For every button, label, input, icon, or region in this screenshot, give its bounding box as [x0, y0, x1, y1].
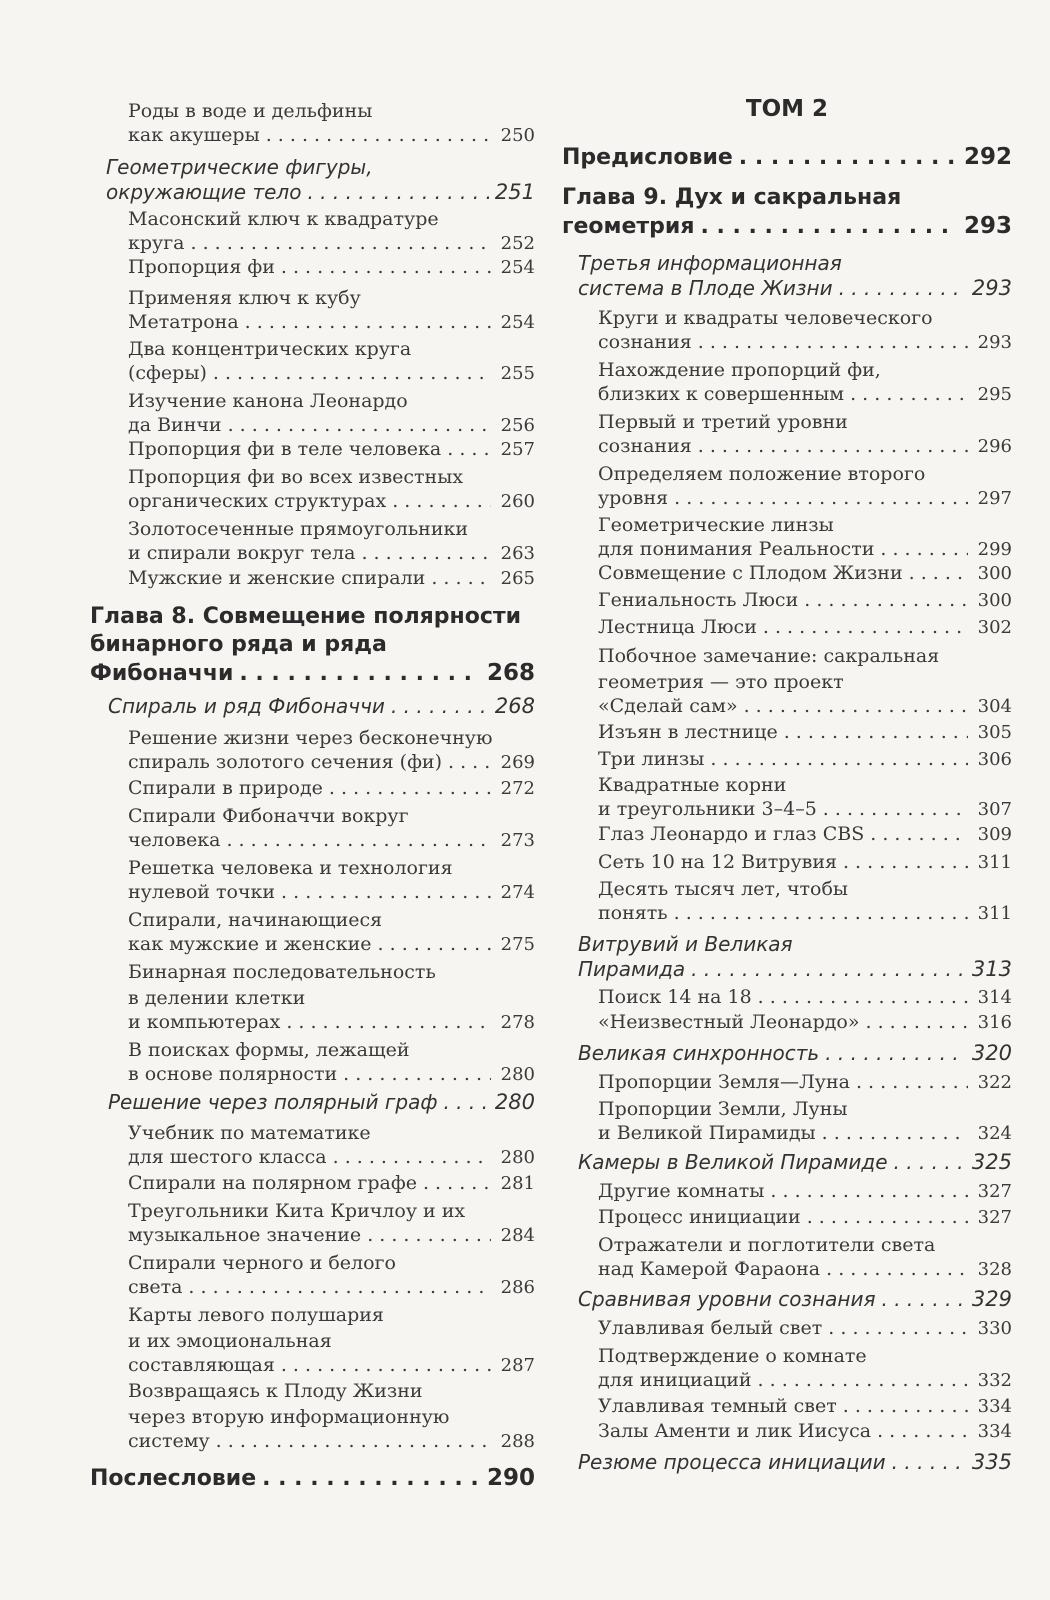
toc-entry-title-line: Решение через полярный граф	[108, 1090, 438, 1114]
page-number: 272	[500, 778, 535, 799]
dot-leader	[892, 1450, 966, 1474]
toc-entry-title-line: Глава 9. Дух и сакральная	[562, 185, 902, 210]
dot-leader	[216, 1430, 491, 1452]
toc-entry-title-line: Применяя ключ к кубу	[128, 287, 361, 309]
page-number: 309	[977, 824, 1012, 845]
toc-entry-title-line: для инициаций	[598, 1369, 752, 1391]
toc-entry[interactable]	[598, 876, 1012, 924]
toc-entry-title-line: Камеры в Великой Пирамиде	[578, 1150, 888, 1174]
toc-entry-title-line: Геометрические фигуры,	[106, 155, 373, 179]
toc-entry[interactable]	[578, 1041, 1012, 1065]
toc-entry-title-line: человека	[128, 829, 221, 851]
page-number: 328	[977, 1259, 1012, 1280]
dot-leader	[423, 1172, 491, 1194]
toc-entry-title-line: В поисках формы, лежащей	[128, 1039, 410, 1061]
toc-entry-title-line: (сферы)	[128, 362, 207, 384]
toc-entry[interactable]	[598, 772, 1012, 820]
page-number: 311	[977, 852, 1012, 873]
toc-entry-title-line: органических структурах	[128, 490, 387, 512]
dot-leader	[870, 823, 968, 845]
toc-entry-title-line: Два концентрических круга	[128, 338, 412, 360]
page-number: 329	[971, 1287, 1012, 1311]
toc-entry[interactable]	[128, 907, 535, 955]
toc-entry-title-line: Возвращаясь к Плоду Жизни	[128, 1380, 423, 1402]
toc-entry-title-line: в основе полярности	[128, 1063, 338, 1085]
toc-entry-title-line: Залы Аменти и лик Иисуса	[598, 1420, 872, 1442]
toc-entry[interactable]	[598, 1180, 1012, 1202]
page-number: 280	[500, 1064, 535, 1085]
toc-entry-title-line: бинарного ряда и ряда	[90, 632, 387, 657]
page-number: 273	[500, 830, 535, 851]
toc-entry[interactable]	[598, 1096, 1012, 1144]
page-number: 327	[977, 1181, 1012, 1202]
toc-entry[interactable]	[598, 721, 1012, 743]
toc-entry-title-line: Отражатели и поглотители света	[598, 1234, 936, 1256]
dot-leader	[856, 1071, 968, 1093]
toc-entry[interactable]	[578, 1287, 1012, 1311]
toc-entry-title-line: Первый и третий уровни	[598, 411, 848, 433]
toc-entry[interactable]	[598, 1343, 1012, 1391]
page-number: 256	[500, 415, 535, 436]
toc-entry[interactable]	[598, 1011, 1012, 1033]
dot-leader	[447, 438, 491, 460]
page-number: 300	[977, 590, 1012, 611]
page-number: 274	[500, 882, 535, 903]
toc-entry-title-line: уровня	[598, 487, 669, 509]
toc-entry[interactable]	[90, 1464, 535, 1492]
dot-leader	[744, 695, 968, 717]
toc-entry[interactable]	[598, 748, 1012, 770]
toc-entry-title-line: Геометрические линзы	[598, 514, 834, 536]
page-number: 287	[500, 1355, 535, 1376]
toc-entry-title-line: нулевой точки	[128, 881, 276, 903]
toc-entry-title-line: Решение жизни через бесконечную	[128, 727, 493, 749]
toc-entry-title-line: Учебник по математике	[128, 1122, 371, 1144]
toc-entry-title-line: Метатрона	[128, 311, 239, 333]
dot-leader	[431, 567, 491, 589]
toc-entry[interactable]	[128, 803, 535, 851]
page-number: 314	[977, 987, 1012, 1008]
page-number: 275	[500, 934, 535, 955]
toc-entry-title-line: Изучение канона Леонардо	[128, 390, 408, 412]
toc-entry[interactable]	[128, 256, 535, 278]
page-number: 316	[977, 1012, 1012, 1033]
toc-entry-title-line: Золотосеченные прямоугольники	[128, 518, 469, 540]
toc-entry-title-line: Процесс инициации	[598, 1206, 801, 1228]
toc-entry[interactable]	[108, 1090, 535, 1114]
toc-entry-title-line: Сравнивая уровни сознания	[578, 1287, 876, 1311]
toc-entry-title-line: Фибоначчи	[90, 661, 234, 686]
toc-entry-title-line: Треугольники Кита Кричлоу и их	[128, 1200, 466, 1222]
toc-entry-title-line: Определяем положение второго	[598, 463, 926, 485]
dot-leader	[909, 562, 968, 584]
toc-entry[interactable]	[562, 143, 1012, 171]
page-number: 254	[500, 257, 535, 278]
dot-leader	[188, 1276, 491, 1298]
toc-entry[interactable]	[598, 823, 1012, 845]
dot-leader	[770, 1180, 968, 1202]
page-number: 280	[494, 1090, 535, 1114]
toc-entry-title-line: Совмещение с Плодом Жизни	[598, 562, 903, 584]
toc-entry-title-line: и спирали вокруг тела	[128, 542, 356, 564]
toc-entry[interactable]	[598, 1206, 1012, 1228]
toc-entry-title-line: «Сделай сам»	[598, 695, 738, 717]
dot-leader	[674, 487, 968, 509]
dot-leader	[839, 276, 966, 300]
toc-entry-title-line: Спирали на полярном графе	[128, 1172, 417, 1194]
toc-entry-title-line: близких к совершенным	[598, 383, 845, 405]
page-number: 269	[500, 752, 535, 773]
toc-entry[interactable]	[128, 567, 535, 589]
dot-leader	[266, 124, 491, 146]
dot-leader	[877, 1420, 968, 1442]
dot-leader	[245, 311, 491, 333]
page-number: 254	[500, 312, 535, 333]
toc-entry-title-line: над Камерой Фараона	[598, 1258, 821, 1280]
toc-entry-title-line: Бинарная последовательность	[128, 961, 436, 983]
toc-entry-title-line: Пропорция фи во всех известных	[128, 466, 464, 488]
toc-entry-title-line: через вторую информационную	[128, 1406, 450, 1428]
toc-entry[interactable]	[128, 464, 535, 512]
toc-entry-title-line: Улавливая темный свет	[598, 1395, 837, 1417]
page-number: 268	[486, 660, 535, 686]
toc-entry-title-line: Витрувий и Великая	[578, 932, 793, 956]
dot-leader	[286, 1011, 491, 1033]
page-number: 311	[977, 903, 1012, 924]
toc-entry-title-line: окружающие тело	[106, 180, 302, 204]
dot-leader	[329, 777, 491, 799]
toc-entry[interactable]	[128, 959, 535, 1033]
toc-entry[interactable]	[578, 1450, 1012, 1474]
page-number: 296	[977, 436, 1012, 457]
toc-entry[interactable]	[128, 516, 535, 564]
toc-entry-title-line: сознания	[598, 435, 692, 457]
toc-entry-title-line: Мужские и женские спирали	[128, 567, 426, 589]
toc-entry-title-line: Карты левого полушария	[128, 1304, 384, 1326]
dot-leader	[710, 748, 968, 770]
toc-entry-title-line: Поиск 14 на 18	[598, 986, 752, 1008]
toc-entry-title-line: Другие комнаты	[598, 1180, 765, 1202]
toc-entry-title-line: Послесловие	[90, 1466, 257, 1491]
toc-entry-title-line: Глаз Леонардо и глаз CBS	[598, 823, 865, 845]
toc-entry-title-line: Пропорция фи	[128, 256, 275, 278]
toc-entry[interactable]	[598, 1420, 1012, 1442]
toc-entry[interactable]	[128, 1302, 535, 1376]
dot-leader	[228, 414, 491, 436]
toc-entry[interactable]	[90, 603, 535, 687]
dot-leader	[239, 660, 481, 688]
dot-leader	[226, 829, 491, 851]
dot-leader	[823, 798, 968, 820]
dot-leader	[367, 1224, 491, 1246]
dot-leader	[262, 1465, 481, 1493]
dot-leader	[850, 383, 968, 405]
page-number: 280	[500, 1147, 535, 1168]
dot-leader	[882, 1287, 966, 1311]
toc-entry-title-line: Гениальность Люси	[598, 589, 799, 611]
toc-entry[interactable]	[598, 986, 1012, 1008]
page-number: 307	[977, 799, 1012, 820]
dot-leader	[700, 213, 958, 241]
dot-leader	[843, 851, 968, 873]
dot-leader	[698, 435, 968, 457]
toc-entry-title-line: Спирали, начинающиеся	[128, 909, 383, 931]
toc-entry[interactable]	[598, 305, 1012, 353]
dot-leader	[392, 490, 491, 512]
dot-leader	[804, 589, 968, 611]
toc-entry[interactable]	[128, 98, 535, 146]
dot-leader	[828, 1317, 968, 1339]
toc-entry-title-line: Нахождение пропорций фи,	[598, 359, 881, 381]
volume-title: ТОМ 2	[745, 96, 829, 122]
toc-entry-title-line: в делении клетки	[128, 987, 306, 1009]
toc-entry-title-line: спираль золотого сечения (фи)	[128, 751, 443, 773]
page-number: 295	[977, 384, 1012, 405]
toc-entry-title-line: для шестого класса	[128, 1146, 327, 1168]
dot-leader	[866, 1011, 968, 1033]
page-number: 251	[494, 180, 535, 204]
dot-leader	[758, 986, 968, 1008]
dot-leader	[894, 1150, 966, 1174]
page-number: 334	[977, 1421, 1012, 1442]
dot-leader	[281, 256, 491, 278]
toc-entry-title-line: Подтверждение о комнате	[598, 1345, 867, 1367]
page-number: 335	[971, 1450, 1012, 1474]
toc-entry-title-line: и треугольники 3–4–5	[598, 798, 817, 820]
dot-leader	[825, 1041, 966, 1065]
page-number: 286	[500, 1277, 535, 1298]
page-number: 332	[977, 1370, 1012, 1391]
page-number: 297	[977, 488, 1012, 509]
dot-leader	[739, 144, 958, 172]
dot-leader	[307, 180, 488, 204]
page-number: 320	[971, 1041, 1012, 1065]
toc-entry[interactable]	[598, 512, 1012, 560]
page-number: 265	[500, 568, 535, 589]
toc-entry-title-line: Пропорции Земля—Луна	[598, 1071, 850, 1093]
page-number: 306	[977, 749, 1012, 770]
toc-entry[interactable]	[598, 357, 1012, 405]
toc-entry[interactable]	[578, 250, 1012, 300]
page-number: 284	[500, 1225, 535, 1246]
page-number: 305	[977, 722, 1012, 743]
toc-entry[interactable]	[598, 1071, 1012, 1093]
toc-entry-title-line: сознания	[598, 331, 692, 353]
toc-entry-title-line: Пропорции Земли, Луны	[598, 1098, 848, 1120]
page-number: 252	[500, 233, 535, 254]
toc-entry-title-line: Спирали черного и белого	[128, 1252, 396, 1274]
toc-entry[interactable]	[598, 1232, 1012, 1280]
toc-entry[interactable]	[128, 725, 535, 773]
dot-leader	[333, 1146, 491, 1168]
toc-entry[interactable]	[106, 154, 535, 204]
toc-entry-title-line: Десять тысяч лет, чтобы	[598, 878, 849, 900]
page-number: 299	[977, 539, 1012, 560]
dot-leader	[343, 1063, 491, 1085]
page-number: 334	[977, 1396, 1012, 1417]
toc-entry-title-line: как акушеры	[128, 124, 260, 146]
toc-entry-title-line: Спирали в природе	[128, 777, 323, 799]
toc-entry[interactable]	[128, 855, 535, 903]
dot-leader	[361, 542, 491, 564]
dot-leader	[843, 1395, 968, 1417]
page-number: 325	[971, 1150, 1012, 1174]
toc-entry-title-line: да Винчи	[128, 414, 222, 436]
dot-leader	[448, 751, 491, 773]
page-number: 304	[977, 696, 1012, 717]
toc-entry[interactable]	[598, 643, 1012, 717]
toc-entry[interactable]	[128, 777, 535, 799]
page-number: 293	[977, 332, 1012, 353]
toc-entry-title-line: музыкальное значение	[128, 1224, 362, 1246]
page-number: 293	[963, 213, 1012, 239]
page-number: 300	[977, 563, 1012, 584]
dot-leader	[391, 694, 489, 718]
toc-entry[interactable]	[128, 1198, 535, 1246]
toc-entry[interactable]	[128, 1378, 535, 1452]
toc-entry-title-line: Сеть 10 на 12 Витрувия	[598, 851, 837, 873]
dot-leader	[784, 721, 968, 743]
dot-leader	[880, 538, 968, 560]
toc-entry[interactable]	[578, 1150, 1012, 1174]
dot-leader	[443, 1090, 488, 1114]
dot-leader	[758, 1369, 968, 1391]
page-number: 278	[500, 1012, 535, 1033]
dot-leader	[807, 1206, 968, 1228]
dot-leader	[826, 1258, 968, 1280]
toc-entry[interactable]	[578, 931, 1012, 981]
toc-entry-title-line: Спирали Фибоначчи вокруг	[128, 805, 409, 827]
toc-entry[interactable]	[598, 851, 1012, 873]
toc-entry-title-line: геометрия — это проект	[598, 671, 844, 693]
toc-entry[interactable]	[128, 388, 535, 436]
toc-entry[interactable]	[128, 1037, 535, 1085]
dot-leader	[378, 933, 491, 955]
toc-entry-title-line: и компьютерах	[128, 1011, 281, 1033]
dot-leader	[698, 331, 968, 353]
toc-entry-title-line: света	[128, 1276, 183, 1298]
page-number: 322	[977, 1072, 1012, 1093]
toc-entry-title-line: Резюме процесса инициации	[578, 1450, 886, 1474]
page-number: 288	[500, 1431, 535, 1452]
dot-leader	[281, 881, 491, 903]
toc-entry-title-line: Масонский ключ к квадратуре	[128, 208, 439, 230]
page-number: 260	[500, 491, 535, 512]
toc-entry[interactable]	[128, 1172, 535, 1194]
toc-entry-title-line: Квадратные корни	[598, 774, 787, 796]
page-number: 313	[971, 957, 1012, 981]
page-number: 327	[977, 1207, 1012, 1228]
toc-entry-title-line: Три линзы	[598, 748, 705, 770]
toc-entry[interactable]	[128, 285, 535, 333]
toc-entry-title-line: понять	[598, 902, 668, 924]
page-number: 324	[977, 1123, 1012, 1144]
toc-entry-title-line: и их эмоциональная	[128, 1330, 332, 1352]
dot-leader	[822, 1122, 968, 1144]
toc-entry-title-line: Улавливая белый свет	[598, 1317, 823, 1339]
toc-entry-title-line: и Великой Пирамиды	[598, 1122, 816, 1144]
page-number: 292	[963, 144, 1012, 170]
toc-entry-title-line: круга	[128, 232, 185, 254]
page-number: 293	[971, 276, 1012, 300]
toc-entry[interactable]	[108, 694, 535, 718]
toc-entry[interactable]	[598, 616, 1012, 638]
toc-entry[interactable]	[598, 589, 1012, 611]
toc-entry-title-line: «Неизвестный Леонардо»	[598, 1011, 860, 1033]
toc-entry-title-line: для понимания Реальности	[598, 538, 875, 560]
page-number: 255	[500, 363, 535, 384]
dot-leader	[674, 902, 968, 924]
toc-entry-title-line: как мужские и женские	[128, 933, 372, 955]
dot-leader	[213, 362, 491, 384]
toc-entry[interactable]	[598, 562, 1012, 584]
toc-entry[interactable]	[128, 1120, 535, 1168]
toc-entry-title-line: Роды в воде и дельфины	[128, 100, 373, 122]
toc-entry[interactable]	[562, 184, 1012, 240]
toc-entry-title-line: систему	[128, 1430, 210, 1452]
dot-leader	[281, 1354, 491, 1376]
toc-entry-title-line: геометрия	[562, 214, 695, 239]
toc-entry[interactable]	[128, 438, 535, 460]
toc-entry-title-line: Побочное замечание: сакральная	[598, 645, 940, 667]
dot-leader	[691, 957, 966, 981]
toc-entry-title-line: Круги и квадраты человеческого	[598, 307, 933, 329]
toc-entry-title-line: система в Плоде Жизни	[578, 276, 833, 300]
toc-entry-title-line: Великая синхронность	[578, 1041, 820, 1065]
toc-entry[interactable]	[128, 336, 535, 384]
toc-entry-title-line: Спираль и ряд Фибоначчи	[108, 694, 385, 718]
toc-entry[interactable]	[128, 206, 535, 254]
page-number: 330	[977, 1318, 1012, 1339]
toc-entry-title-line: составляющая	[128, 1354, 275, 1376]
page-number: 290	[486, 1465, 535, 1491]
toc-entry[interactable]	[598, 1317, 1012, 1339]
toc-entry[interactable]	[598, 409, 1012, 457]
toc-entry-title-line: Изъян в лестнице	[598, 721, 778, 743]
toc-entry[interactable]	[598, 1395, 1012, 1417]
toc-entry-title-line: Глава 8. Совмещение полярности	[90, 604, 522, 629]
page-number: 257	[500, 439, 535, 460]
page-number: 268	[494, 694, 535, 718]
toc-entry[interactable]	[598, 461, 1012, 509]
toc-entry-title-line: Лестница Люси	[598, 616, 757, 638]
dot-leader	[763, 616, 968, 638]
page-number: 250	[500, 125, 535, 146]
toc-entry-title-line: Предисловие	[562, 145, 733, 170]
toc-entry-title-line: Пирамида	[578, 957, 686, 981]
toc-entry-title-line: Третья информационная	[578, 251, 842, 275]
page-number: 281	[500, 1173, 535, 1194]
page-number: 263	[500, 543, 535, 564]
toc-entry[interactable]	[128, 1250, 535, 1298]
toc-entry-title-line: Решетка человека и технология	[128, 857, 453, 879]
toc-entry-title-line: Пропорция фи в теле человека	[128, 438, 442, 460]
page-number: 302	[977, 617, 1012, 638]
dot-leader	[191, 232, 492, 254]
